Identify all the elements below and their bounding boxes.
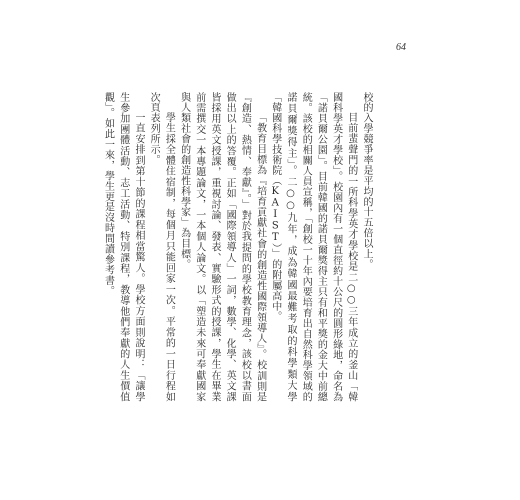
paragraph-busan-school: 目前蜚聲門的一所科學英才學校是二○○三年成立的釜山「韓國科學英才學校」。校園內有一個直徑約十公尺的圓形綠地，命名為「諾貝爾公園」。目前韓國的諾貝爾獎得主只有和平獎的金大中前總統。該校的相關人員宣稱，「創校一十年內要培育出自然科學領域的諾貝爾獎得主」。二○○九年，成為韓國最難考取的科學類大學「韓國科學技術院（KAIST）」的附屬高中。: [269, 92, 357, 402]
paragraph-schedule: 一直安排到第十節的課程相當驚人。學校方面則說明：「讓學生參加團體活動、志工活動、特別課程，教導他們奉獻的人生價值觀」。如此一來，學生更是沒時間讀參考書。: [102, 92, 144, 402]
paragraph-continued: 校的入學競爭率是平均的十五倍以上。: [361, 92, 372, 270]
body-text: [100, 92, 374, 402]
page-number: 64: [396, 42, 406, 53]
paragraph-boarding: 學生採全體住宿制，每個月只能回家一次。平常的一日行程如次頁表列所示。: [148, 92, 175, 402]
paragraph-education-goal: 「教育目標為『培育貢獻社會的創造性國際領導人』。校訓則是『創造、熱情、奉獻』。」對於我提問的學校教育理念，該校以書面做出以上的答覆。正如「國際領導人」一詞，數學、化學、英文課皆採用英文授課，重視討論、發表、實驗形式的授課，學生在畢業前需撰交一本專題論文，一本個人論文。以「塑造未來可奉獻國家與人類社會的創造性科學家」為目標。: [178, 92, 266, 402]
